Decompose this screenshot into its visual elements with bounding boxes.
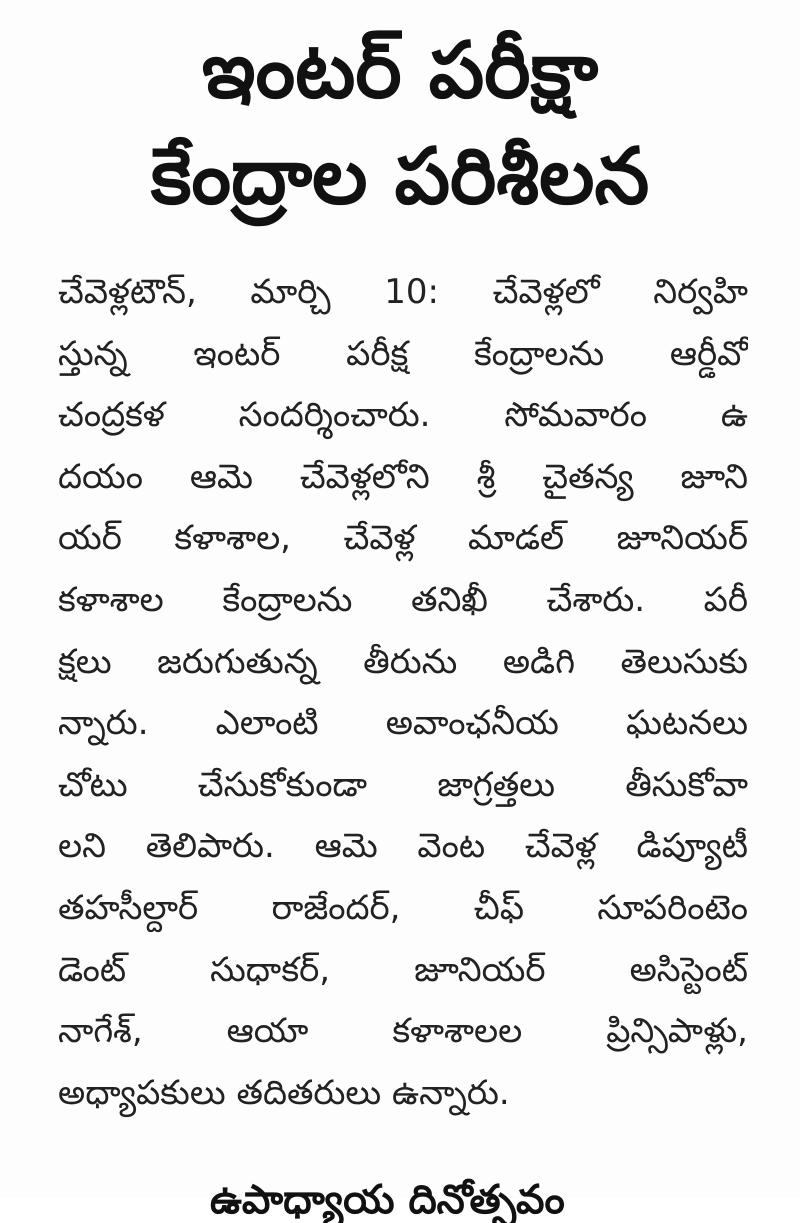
article-line-10: లని తెలిపారు. ఆమె వెంట చేవెళ్ల డిప్యూటీ [58, 826, 748, 867]
headline-line-1: ఇంటర్ పరీక్షా [201, 26, 599, 116]
article-line-12: డెంట్ సుధాకర్, జూనియర్ అసిస్టెంట్ [58, 949, 748, 990]
article-line-3: చంద్రకళ సందర్శించారు. సోమవారం ఉ [58, 395, 748, 436]
article-line-9: చోటు చేసుకోకుండా జాగ్రత్తలు తీసుకోవా [58, 764, 748, 805]
article-headline [0, 18, 800, 230]
article-line-4: దయం ఆమె చేవెళ్లలోని శ్రీ చైతన్య జూని [58, 456, 748, 497]
article-line-14: అధ్యాపకులు తదితరులు ఉన్నారు. [58, 1072, 510, 1113]
article-line-1: చేవెళ్లటౌన్, మార్చి 10: చేవెళ్లలో నిర్వహి [58, 272, 748, 312]
next-article-headline-cut: ఉపాధ్యాయ దినోత్సవం [210, 1177, 565, 1223]
article-line-2: స్తున్న ఇంటర్ పరీక్ష కేంద్రాలను ఆర్డీవో [58, 333, 748, 374]
article-line-13: నాగేశ్, ఆయా కళాశాలల ప్రిన్సిపాళ్లు, [58, 1011, 748, 1052]
article-line-7: క్షలు జరుగుతున్న తీరును అడిగి తెలుసుకు [58, 641, 748, 682]
article-line-6: కళాశాల కేంద్రాలను తనిఖీ చేశారు. పరీ [58, 579, 748, 620]
article-line-11: తహసీల్దార్ రాజేందర్, చీఫ్ సూపరింటెం [58, 887, 748, 928]
article-body [58, 262, 748, 1124]
headline-line-2: కేంద్రాల పరిశీలన [150, 132, 650, 222]
article-line-5: యర్ కళాశాల, చేవెళ్ల మాడల్ జూనియర్ [58, 518, 748, 559]
article-line-8: న్నారు. ఎలాంటి అవాంఛనీయ ఘటనలు [58, 703, 748, 744]
